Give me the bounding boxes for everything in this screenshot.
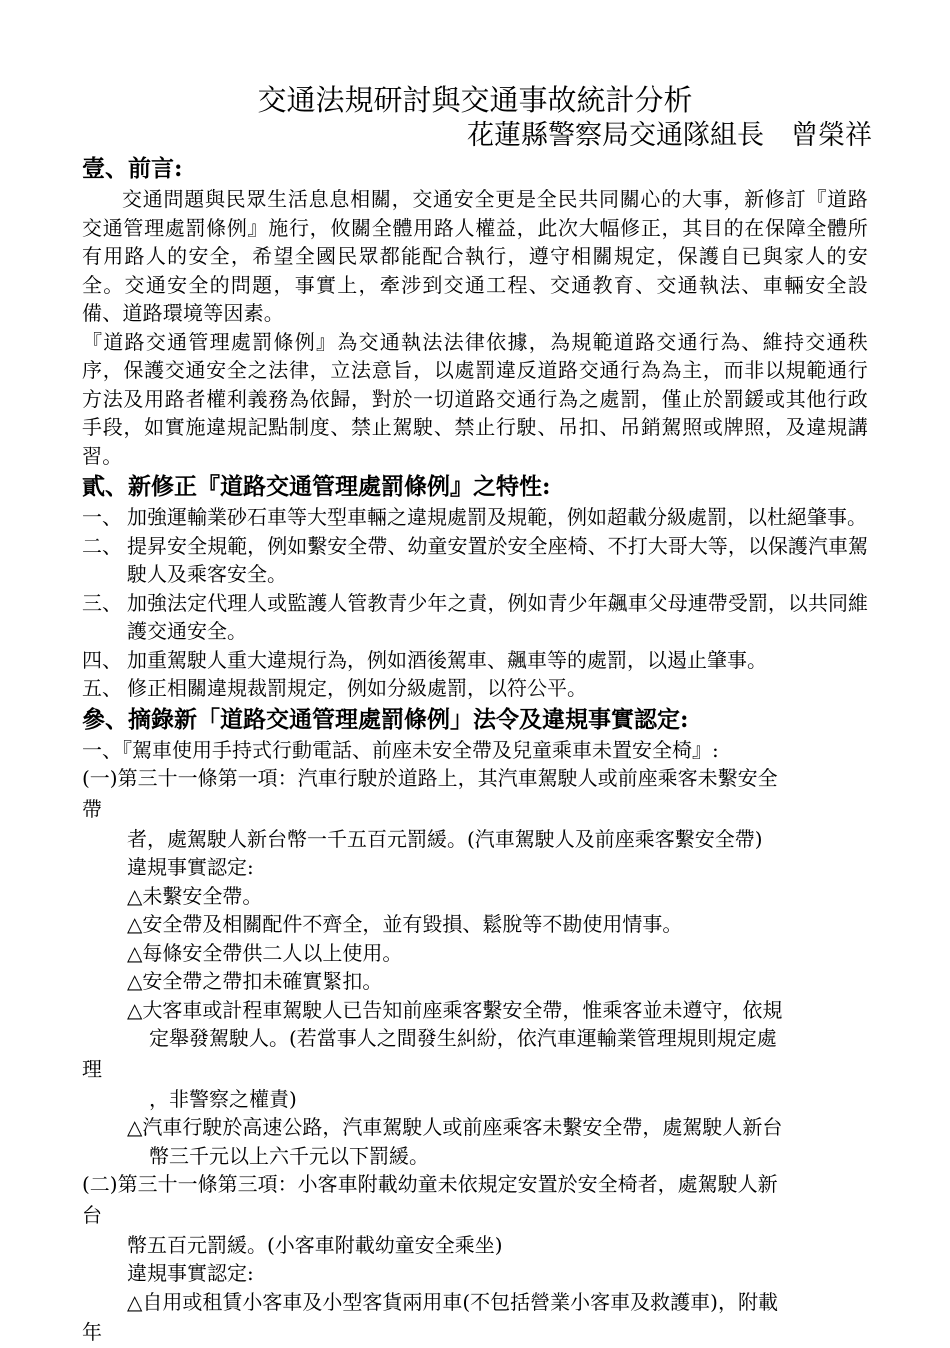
preface-paragraph-1: 交通問題與民眾生活息息相關，交通安全更是全民共同關心的大事，新修訂『道路交通管理處罰條例』施行，攸關全體用路人權益，此次大幅修正，其目的在保障全體所有用路人的安全，希望全國民眾都能配合執行，遵守相關規定，保護自已與家人的安全。交通安全的問題，事實上，牽涉到交通工程、交通教育、交通執法、車輛安全設備、道路環境等因素。	[82, 187, 868, 325]
section-heading-preface: 壹、前言:	[82, 155, 183, 182]
list-item-text: 加強運輸業砂石車等大型車輛之違規處罰及規範，例如超載分級處罰，以杜絕肇事。	[127, 505, 867, 529]
article-31-3-orphan: 台	[82, 1202, 102, 1227]
document-body	[82, 152, 868, 1348]
list-item-text: 加重駕駛人重大違規行為，例如酒後駕車、飆車等的處罰，以遏止肇事。	[127, 647, 767, 672]
violation-fact-item: △每條安全帶供二人以上使用。	[127, 940, 403, 965]
violation-fact-item: △自用或租賃小客車及小型客貨兩用車(不包括營業小客車及救護車)，附載	[127, 1289, 778, 1314]
list-item-number: 三、	[82, 590, 122, 615]
violation-fact-item: △安全帶及相關配件不齊全，並有毀損、鬆脫等不勘使用情事。	[127, 912, 683, 936]
list-item-number: 五、	[82, 676, 122, 700]
list-item	[82, 674, 868, 703]
article-31-1-line: (一)第三十一條第一項：汽車行駛於道路上，其汽車駕駛人或前座乘客未繫安全	[82, 766, 778, 790]
violation-fact-item: △安全帶之帶扣未確實緊扣。	[127, 969, 383, 993]
preface-paragraph-2: 『道路交通管理處罰條例』為交通執法法律依據，為規範道路交通行為、維持交通秩序，保護交通安全之法律，立法意旨，以處罰違反道路交通行為為主，而非以規範通行方法及用路者權利義務為依歸，對於一切道路交通行為之處罰，僅止於罰鍰或其他行政手段，如實施違規記點制度、禁止駕駛、禁止行駛、吊扣、吊銷駕照或牌照，及違規講習。	[82, 329, 868, 468]
document-title: 交通法規研討與交通事故統計分析	[257, 83, 693, 117]
subsection-title: 一、『駕車使用手持式行動電話、前座未安全帶及兒童乘車未置安全椅』:	[82, 737, 719, 762]
violation-fact-orphan: 理	[82, 1056, 102, 1081]
list-item-text: 提昇安全規範，例如繫安全帶、幼童安置於安全座椅、不打大哥大等，以保護汽車駕駛人及乘客安全。	[127, 533, 868, 586]
violation-fact-item: △未繫安全帶。	[127, 883, 263, 908]
document-author: 花蓮縣警察局交通隊組長 曾榮祥	[467, 120, 872, 151]
violation-facts-label: 違規事實認定:	[127, 855, 254, 879]
violation-fact-continuation: 幣三千元以上六千元以下罰緩。	[149, 1143, 429, 1168]
list-item	[82, 589, 868, 646]
list-item-text: 修正相關違規裁罰規定，例如分級處罰，以符公平。	[127, 676, 587, 700]
list-item-number: 一、	[82, 505, 122, 529]
list-item-number: 二、	[82, 533, 122, 558]
article-31-3-line: (二)第三十一條第三項：小客車附載幼童未依規定安置於安全椅者，處駕駛人新	[82, 1172, 778, 1196]
violation-fact-item: △汽車行駛於高速公路，汽車駕駛人或前座乘客未繫安全帶，處駕駛人新台	[127, 1115, 783, 1139]
list-item	[82, 532, 868, 589]
violation-fact-item: △大客車或計程車駕駛人已告知前座乘客繫安全帶，惟乘客並未遵守，依規	[127, 997, 783, 1022]
violation-fact-orphan: 年	[82, 1320, 102, 1344]
violation-facts-label: 違規事實認定:	[127, 1261, 254, 1285]
features-list	[82, 503, 868, 703]
list-item-number: 四、	[82, 647, 122, 672]
article-31-1-orphan: 帶	[82, 796, 102, 821]
violation-fact-continuation: ，非警察之權責)	[149, 1086, 297, 1111]
section-heading-features: 貳、新修正『道路交通管理處罰條例』之特性:	[82, 473, 551, 500]
article-31-3-penalty: 幣五百元罰緩。(小客車附載幼童安全乘坐)	[127, 1232, 503, 1257]
list-item-text: 加強法定代理人或監護人管教青少年之責，例如青少年飆車父母連帶受罰，以共同維護交通安全。	[127, 590, 868, 643]
list-item	[82, 646, 868, 675]
list-item	[82, 503, 868, 532]
article-31-1-penalty: 者，處駕駛人新台幣一千五百元罰緩。(汽車駕駛人及前座乘客繫安全帶)	[127, 826, 763, 851]
violation-fact-continuation: 定舉發駕駛人。(若當事人之間發生糾紛，依汽車運輸業管理規則規定處	[149, 1026, 777, 1050]
section-heading-regulations: 參、摘錄新「道路交通管理處罰條例」法令及違規事實認定:	[82, 705, 689, 733]
